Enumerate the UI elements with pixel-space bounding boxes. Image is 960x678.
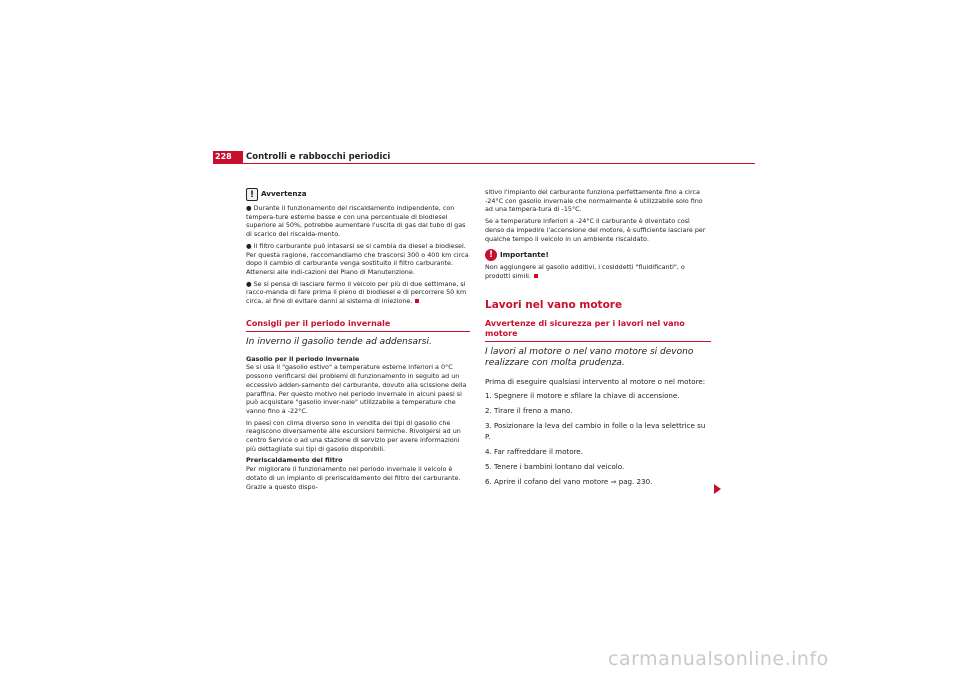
- bullet-paragraph: ● Durante il funzionamento del riscaldamento indipendente, con tempera-ture esterne basse e con una percentuale di biodiesel superiore al 50%, potrebbe aumentare l'uscita di gas dal tubo di gas di scarico del riscalda-mento.: [246, 204, 466, 239]
- section-rule: [246, 331, 470, 332]
- bullet-text: Durante il funzionamento del riscaldamento indipendente, con tempera-ture esterne basse e con una percentuale di biodiesel superiore al 50%, potrebbe aumentare l'uscita di gas dal tubo di gas di scarico del riscalda-mento.: [246, 204, 466, 239]
- sub-heading: Avvertenze di sicurezza per i lavori nel vano motore: [485, 319, 685, 339]
- warning-icon: !: [485, 249, 497, 261]
- right-column: [485, 188, 711, 487]
- sub-italic: I lavori al motore o nel vano motore si devono realizzare con molta prudenza.: [485, 347, 694, 369]
- avvertenza-notice: [246, 188, 470, 201]
- bullet-text: Se si pensa di lasciare fermo il veicolo per più di due settimane, si racco-manda di fare prima il pieno di biodiesel e di percorrere 50 km circa, al fine di evitare danni al sistema di iniezione.: [246, 279, 467, 306]
- sub-heading-rule: [485, 341, 711, 342]
- bullet-paragraph: ● Il filtro carburante può intasarsi se si cambia da diesel a biodiesel. Per questa ragione, raccomandiamo che trascorsi 300 o 400 km circa dopo il cambio di carburante venga sostituito il filtro carburante. Attenersi alle indi-cazioni del Piano di Manutenzione.: [246, 241, 469, 276]
- left-column: [246, 188, 470, 491]
- page-header-title: Controlli e rabbocchi periodici: [246, 152, 391, 162]
- importante-text: Non aggiungere al gasolio additivi, i cosiddetti "fluidificanti", o prodotti simili.: [485, 263, 685, 280]
- notice-icon: !: [246, 188, 258, 201]
- end-mark: [534, 274, 538, 278]
- paragraph: Se a temperature inferiori a -24°C il carburante è diventato così denso da impedire l'accensione del motore, è sufficiente lasciare per qualche tempo il veicolo in un ambiente riscaldato.: [485, 217, 706, 243]
- main-heading: Lavori nel vano motore: [485, 298, 623, 311]
- avvertenza-title: Avvertenza: [261, 189, 307, 199]
- steps-list: [485, 390, 711, 487]
- step-item: 6. Aprire il cofano del vano motore ⇒ pag. 230.: [485, 477, 653, 487]
- subheading: Gasolio per il periodo invernale: [246, 354, 360, 363]
- importante-title: Importante!: [500, 249, 549, 259]
- header-rule: [213, 163, 755, 164]
- intro-paragraph: Prima di eseguire qualsiasi intervento al motore o nel motore:: [485, 377, 706, 387]
- next-page-arrow-icon: [714, 484, 721, 494]
- section-subtitle: In inverno il gasolio tende ad addensarsi.: [246, 336, 432, 347]
- paragraph: [485, 263, 711, 280]
- bullet-paragraph: ● Se si pensa di lasciare fermo il veicolo per più di due settimane, si racco-manda di fare prima il pieno di biodiesel e di percorrere 50 km circa, al fine di evitare danni al sistema di iniezione.: [246, 279, 467, 306]
- page-number: 228: [213, 151, 243, 163]
- bullet-text: Il filtro carburante può intasarsi se si cambia da diesel a biodiesel. Per questa ragione, raccomandiamo che trascorsi 300 o 400 km circa dopo il cambio di carburante venga sostituito il filtro carburante. Attenersi alle indi-cazioni del Piano di Manutenzione.: [246, 241, 469, 276]
- step-item: 1. Spegnere il motore e sfilare la chiave di accensione.: [485, 391, 680, 401]
- paragraph: In paesi con clima diverso sono in vendita dei tipi di gasolio che reagiscono diversamente alle escursioni termiche. Rivolgersi ad un centro Service o ad una stazione di servizio per avere informazioni più dettagliate sui tipi di gasolio disponibili.: [246, 418, 461, 453]
- importante-notice: [485, 249, 711, 261]
- step-item: 4. Far raffreddare il motore.: [485, 447, 583, 457]
- step-item: 5. Tenere i bambini lontano dal veicolo.: [485, 462, 625, 472]
- step-item: 3. Posizionare la leva del cambio in folle o la leva selettrice su P.: [485, 421, 706, 442]
- subheading: Preriscaldamento del filtro: [246, 456, 343, 465]
- paragraph: Se si usa il "gasolio estivo" a temperature esterne inferiori a 0°C possono verificarsi dei problemi di funzionamento in seguito ad un eccessivo adden-samento del carburante, dovuto alla scissione della paraffina. Per questo motivo nel periodo invernale in alcuni paesi si può acquistare "gasolio inver-nale" utilizzabile a temperature che vanno fino a -22°C.: [246, 363, 467, 415]
- step-item: 2. Tirare il freno a mano.: [485, 406, 573, 416]
- watermark: carmanualsonline.info: [608, 648, 829, 670]
- end-mark: [415, 299, 419, 303]
- section-title: Consigli per il periodo invernale: [246, 318, 391, 328]
- paragraph: sitivo l'impianto del carburante funziona perfettamente fino a circa -24°C con gasolio invernale che normalmente è utilizzabile solo fino ad una tempera-tura di -15°C.: [485, 188, 703, 214]
- paragraph: Per migliorare il funzionamento nel periodo invernale il veicolo è dotato di un impianto di preriscaldamento del filtro del carburante. Grazie a questo dispo-: [246, 465, 461, 491]
